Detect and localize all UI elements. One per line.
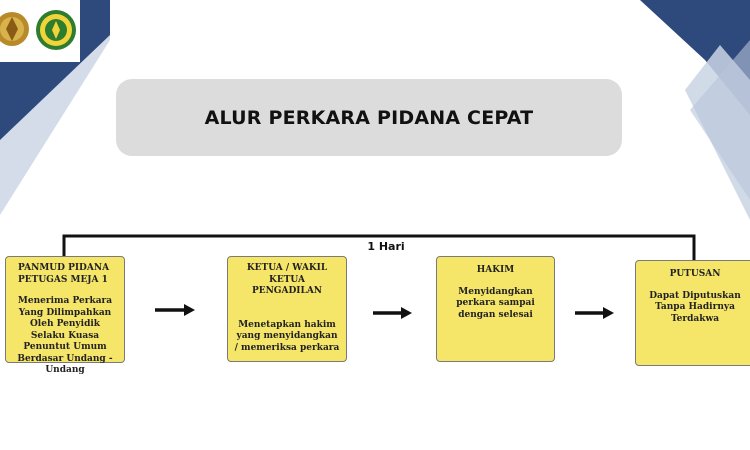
- page-title: ALUR PERKARA PIDANA CEPAT: [116, 79, 622, 156]
- arrow-3-icon: [575, 307, 614, 319]
- step-heading: KETUA / WAKIL KETUA PENGADILAN: [246, 263, 328, 296]
- step-heading: HAKIM: [476, 265, 515, 275]
- step-description: Menetapkan hakim yang menyidangkan / memeriksa perkara: [234, 319, 340, 353]
- step-description: Menyidangkan perkara sampai dengan selesai: [456, 286, 535, 320]
- step-box-putusan: [635, 260, 750, 366]
- step-description: Menerima Perkara Yang Dilimpahkan Oleh Penyidik Selaku Kuasa Penuntut Umum Berdasar Undang - Undang: [17, 296, 113, 375]
- step-box-hakim: [436, 256, 555, 362]
- step-box-panmud: [5, 256, 125, 375]
- step-box-ketua: [227, 256, 347, 362]
- arrow-2-icon: [373, 307, 412, 319]
- step-heading: PANMUD PIDANA PETUGAS MEJA 1: [18, 263, 110, 285]
- step-description: Dapat Diputuskan Tanpa Hadirnya Terdakwa: [649, 290, 741, 324]
- arrow-1-icon: [155, 304, 195, 316]
- duration-label: 1 Hari: [367, 240, 405, 253]
- step-heading: PUTUSAN: [669, 269, 721, 279]
